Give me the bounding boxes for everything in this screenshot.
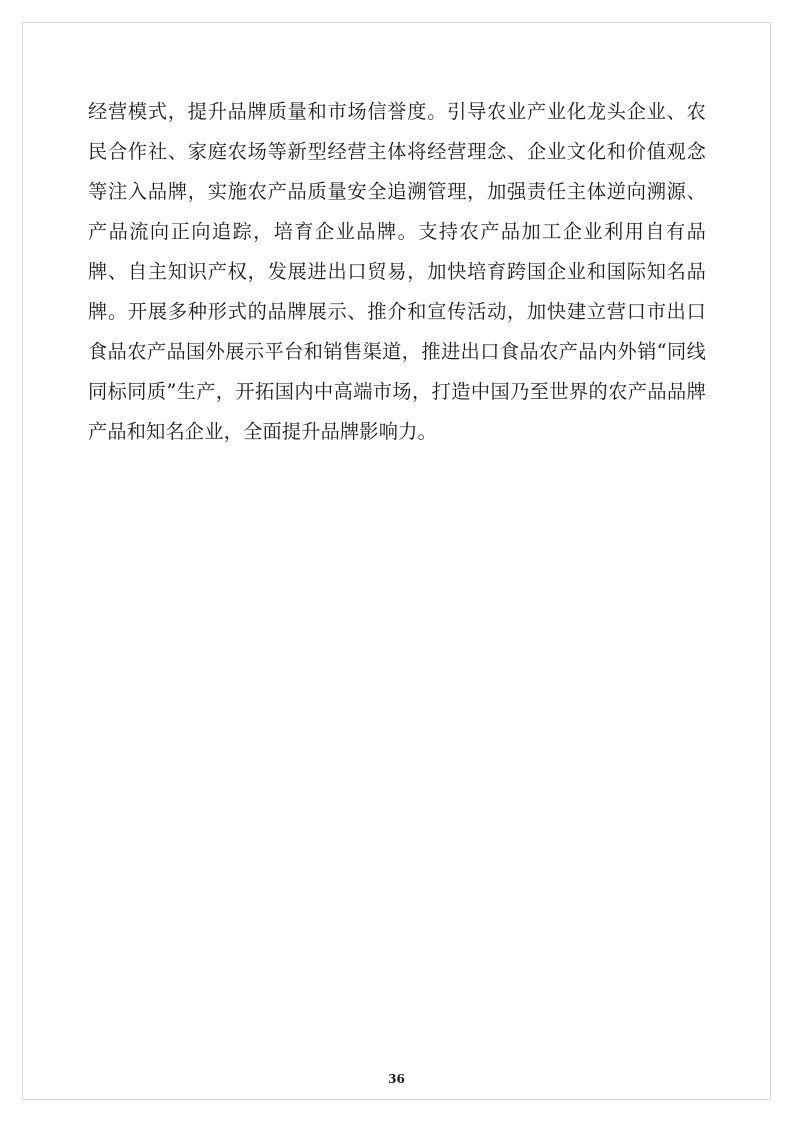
page-number: 36 (388, 1072, 405, 1086)
page-content (88, 92, 706, 452)
body-paragraph: 经营模式，提升品牌质量和市场信誉度。引导农业产业化龙头企业、农民合作社、家庭农场等新型经营主体将经营理念、企业文化和价值观念等注入品牌，实施农产品质量安全追溯管理，加强责任主体逆向溯源、产品流向正向追踪，培育企业品牌。支持农产品加工企业利用自有品牌、自主知识产权，发展进出口贸易，加快培育跨国企业和国际知名品牌。开展多种形式的品牌展示、推介和宣传活动，加快建立营口市出口食品农产品国外展示平台和销售渠道，推进出口食品农产品内外销“同线同标同质”生产，开拓国内中高端市场，打造中国乃至世界的农产品品牌产品和知名企业，全面提升品牌影响力。 (88, 100, 706, 443)
